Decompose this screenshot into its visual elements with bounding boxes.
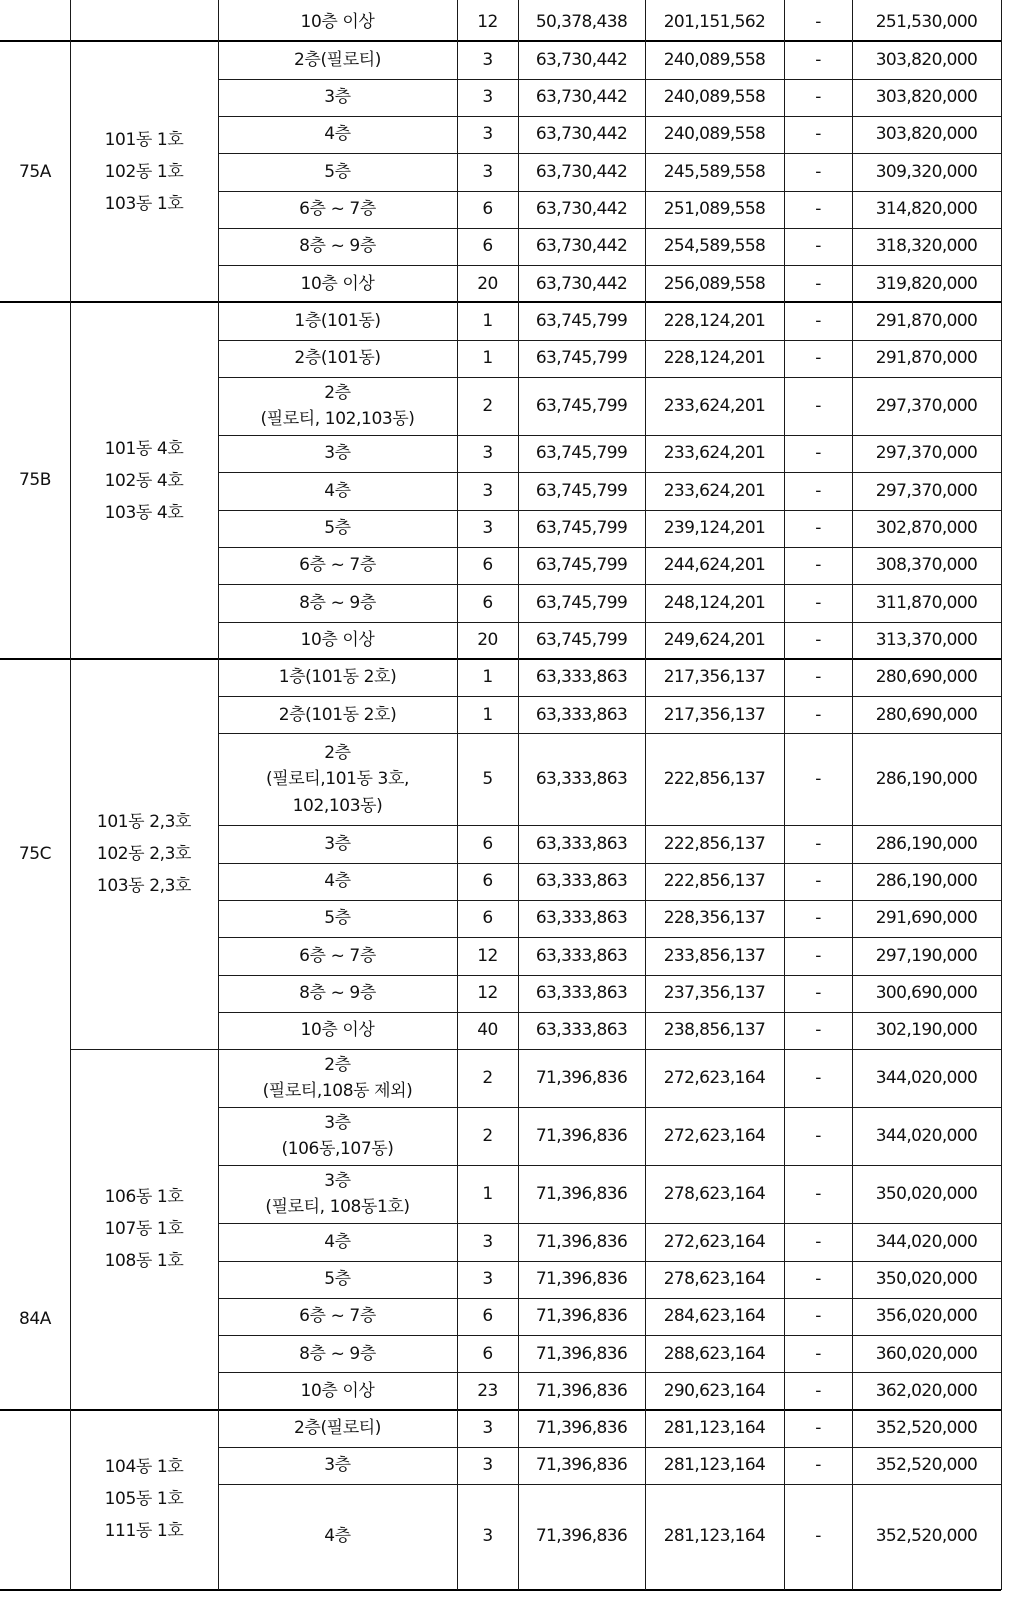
floor-cell: 10층 이상 [300,273,375,294]
total-price-cell: 297,190,000 [875,945,978,966]
building-price-cell: 238,856,137 [663,1020,766,1041]
total-price-cell: 313,370,000 [875,629,978,650]
floor-cell: 6층 ~ 7층 [299,945,376,966]
land-price-cell: 71,396,836 [535,1380,628,1401]
vat-cell: - [815,908,821,929]
total-price-cell: 291,870,000 [875,310,978,331]
building-units-cell [70,4,218,41]
building-unit-label: 103동 2,3호 [96,875,192,896]
total-price-cell: 291,690,000 [875,908,978,929]
total-price-cell: 297,370,000 [875,395,978,416]
floor-cell: 5층 [324,1268,351,1289]
column-divider [218,0,219,1590]
count-cell: 3 [482,49,493,70]
building-price-cell: 284,623,164 [663,1306,766,1327]
building-price-cell: 244,624,201 [663,555,766,576]
vat-cell: - [815,833,821,854]
vat-cell: - [815,443,821,464]
land-price-cell: 71,396,836 [535,1306,628,1327]
land-price-cell: 71,396,836 [535,1268,628,1289]
count-cell: 3 [482,1268,493,1289]
land-price-cell: 63,745,799 [535,443,628,464]
floor-cell: 3층 [324,833,351,854]
count-cell: 6 [482,908,493,929]
building-price-cell: 272,623,164 [663,1126,766,1147]
total-price-cell: 303,820,000 [875,87,978,108]
building-price-cell: 278,623,164 [663,1184,766,1205]
building-price-cell: 222,856,137 [663,769,766,790]
total-price-cell: 360,020,000 [875,1343,978,1364]
land-price-cell: 71,396,836 [535,1343,628,1364]
building-unit-label: 103동 1호 [104,193,184,214]
vat-cell: - [815,555,821,576]
total-price-cell: 297,370,000 [875,480,978,501]
floor-cell: 2층(101동) [294,348,381,369]
floor-cell: 10층 이상 [300,629,375,650]
row-divider [0,1589,1001,1591]
total-price-cell: 291,870,000 [875,348,978,369]
total-price-cell: 309,320,000 [875,161,978,182]
total-price-cell: 311,870,000 [875,592,978,613]
building-unit-label: 105동 1호 [104,1489,184,1510]
floor-cell: 5층 [324,908,351,929]
total-price-cell: 362,020,000 [875,1380,978,1401]
floor-cell: 1층(101동) [294,310,381,331]
floor-cell: 2층 (필로티, 102,103동) [260,382,415,429]
floor-cell: 3층 [324,87,351,108]
building-unit-label: 106동 1호 [104,1187,184,1208]
building-price-cell: 281,123,164 [663,1455,766,1476]
total-price-cell: 251,530,000 [875,12,978,33]
total-price-cell: 344,020,000 [875,1231,978,1252]
land-price-cell: 63,333,863 [535,833,628,854]
total-price-cell: 297,370,000 [875,443,978,464]
building-price-cell: 281,123,164 [663,1418,766,1439]
building-unit-label: 101동 1호 [104,129,184,150]
count-cell: 6 [482,198,493,219]
building-price-cell: 228,356,137 [663,908,766,929]
floor-cell: 6층 ~ 7층 [299,1306,376,1327]
vat-cell: - [815,1126,821,1147]
land-price-cell: 63,745,799 [535,310,628,331]
building-units-cell [70,302,218,658]
vat-cell: - [815,1526,821,1547]
count-cell: 3 [482,1418,493,1439]
floor-cell: 8층 ~ 9층 [299,592,376,613]
count-cell: 1 [482,667,493,688]
total-price-cell: 286,190,000 [875,871,978,892]
floor-cell: 10층 이상 [300,1380,375,1401]
total-price-cell: 280,690,000 [875,704,978,725]
building-price-cell: 272,623,164 [663,1068,766,1089]
floor-cell: 4층 [324,124,351,145]
floor-cell: 10층 이상 [300,12,375,33]
vat-cell: - [815,704,821,725]
floor-cell: 8층 ~ 9층 [299,1343,376,1364]
vat-cell: - [815,236,821,257]
floor-cell: 4층 [324,1231,351,1252]
floor-cell: 3층 [324,1455,351,1476]
building-price-cell: 249,624,201 [663,629,766,650]
total-price-cell: 286,190,000 [875,769,978,790]
vat-cell: - [815,1418,821,1439]
building-units-cell [70,1049,218,1410]
total-price-cell: 318,320,000 [875,236,978,257]
count-cell: 2 [482,1126,493,1147]
count-cell: 3 [482,480,493,501]
land-price-cell: 71,396,836 [535,1526,628,1547]
floor-cell: 4층 [324,480,351,501]
count-cell: 12 [477,983,498,1004]
floor-cell: 8층 ~ 9층 [299,236,376,257]
building-price-cell: 272,623,164 [663,1231,766,1252]
building-price-cell: 233,856,137 [663,945,766,966]
total-price-cell: 302,190,000 [875,1020,978,1041]
column-divider [645,0,646,1590]
floor-cell: 2층 (필로티,101동 3호, 102,103동) [265,742,410,816]
building-price-cell: 278,623,164 [663,1268,766,1289]
total-price-cell: 350,020,000 [875,1184,978,1205]
vat-cell: - [815,310,821,331]
total-price-cell: 344,020,000 [875,1126,978,1147]
building-price-cell: 254,589,558 [663,236,766,257]
building-price-cell: 281,123,164 [663,1526,766,1547]
count-cell: 1 [482,310,493,331]
vat-cell: - [815,1020,821,1041]
building-price-cell: 233,624,201 [663,480,766,501]
total-price-cell: 286,190,000 [875,833,978,854]
floor-cell: 3층 [324,443,351,464]
vat-cell: - [815,667,821,688]
vat-cell: - [815,1380,821,1401]
count-cell: 2 [482,1068,493,1089]
building-price-cell: 233,624,201 [663,395,766,416]
land-price-cell: 71,396,836 [535,1184,628,1205]
vat-cell: - [815,1231,821,1252]
floor-cell: 5층 [324,161,351,182]
total-price-cell: 352,520,000 [875,1455,978,1476]
count-cell: 1 [482,1184,493,1205]
total-price-cell: 308,370,000 [875,555,978,576]
total-price-cell: 356,020,000 [875,1306,978,1327]
land-price-cell: 71,396,836 [535,1231,628,1252]
land-price-cell: 63,730,442 [535,49,628,70]
land-price-cell: 63,333,863 [535,667,628,688]
vat-cell: - [815,12,821,33]
building-unit-label: 104동 1호 [104,1457,184,1478]
building-price-cell: 217,356,137 [663,704,766,725]
land-price-cell: 63,745,799 [535,348,628,369]
count-cell: 2 [482,395,493,416]
total-price-cell: 344,020,000 [875,1068,978,1089]
building-unit-label: 102동 1호 [104,161,184,182]
land-price-cell: 63,333,863 [535,769,628,790]
building-price-cell: 245,589,558 [663,161,766,182]
total-price-cell: 302,870,000 [875,518,978,539]
count-cell: 6 [482,1306,493,1327]
land-price-cell: 63,730,442 [535,87,628,108]
floor-cell: 2층(101동 2호) [278,704,397,725]
building-units-cell [70,41,218,302]
building-unit-label: 108동 1호 [104,1251,184,1272]
land-price-cell: 63,333,863 [535,871,628,892]
total-price-cell: 280,690,000 [875,667,978,688]
floor-cell: 8층 ~ 9층 [299,983,376,1004]
land-price-cell: 71,396,836 [535,1126,628,1147]
land-price-cell: 63,333,863 [535,1020,628,1041]
building-price-cell: 240,089,558 [663,87,766,108]
vat-cell: - [815,87,821,108]
total-price-cell: 352,520,000 [875,1526,978,1547]
building-price-cell: 240,089,558 [663,49,766,70]
building-price-cell: 201,151,562 [663,12,766,33]
count-cell: 3 [482,518,493,539]
unit-type-cell: 75B [18,470,52,491]
floor-cell: 6층 ~ 7층 [299,555,376,576]
count-cell: 3 [482,87,493,108]
vat-cell: - [815,871,821,892]
building-price-cell: 251,089,558 [663,198,766,219]
floor-cell: 4층 [324,871,351,892]
building-price-cell: 248,124,201 [663,592,766,613]
land-price-cell: 63,730,442 [535,236,628,257]
count-cell: 3 [482,161,493,182]
land-price-cell: 63,730,442 [535,161,628,182]
building-price-cell: 233,624,201 [663,443,766,464]
vat-cell: - [815,49,821,70]
land-price-cell: 63,333,863 [535,704,628,725]
vat-cell: - [815,769,821,790]
building-price-cell: 228,124,201 [663,348,766,369]
total-price-cell: 303,820,000 [875,124,978,145]
land-price-cell: 63,745,799 [535,518,628,539]
building-unit-label: 107동 1호 [104,1219,184,1240]
vat-cell: - [815,1455,821,1476]
vat-cell: - [815,518,821,539]
column-divider [70,0,71,1590]
land-price-cell: 63,333,863 [535,945,628,966]
building-units-cell [70,659,218,1049]
unit-type-cell: 75A [18,161,52,182]
total-price-cell: 300,690,000 [875,983,978,1004]
unit-type-cell: 84A [18,1308,52,1329]
count-cell: 40 [477,1020,498,1041]
land-price-cell: 71,396,836 [535,1068,628,1089]
building-unit-label: 102동 2,3호 [96,843,192,864]
unit-type-cell [0,4,70,41]
total-price-cell: 350,020,000 [875,1268,978,1289]
column-divider [784,0,785,1590]
vat-cell: - [815,1268,821,1289]
count-cell: 3 [482,124,493,145]
land-price-cell: 63,730,442 [535,124,628,145]
floor-cell: 4층 [324,1526,351,1547]
land-price-cell: 63,730,442 [535,273,628,294]
building-price-cell: 240,089,558 [663,124,766,145]
count-cell: 20 [477,629,498,650]
floor-cell: 3층 (106동,107동) [281,1112,394,1160]
building-unit-label: 111동 1호 [104,1521,184,1542]
column-divider [852,0,853,1590]
land-price-cell: 63,745,799 [535,592,628,613]
unit-type-cell: 75C [18,843,52,864]
land-price-cell: 63,745,799 [535,395,628,416]
building-unit-label: 102동 4호 [104,470,184,491]
vat-cell: - [815,395,821,416]
vat-cell: - [815,1343,821,1364]
count-cell: 3 [482,1455,493,1476]
total-price-cell: 319,820,000 [875,273,978,294]
count-cell: 23 [477,1380,498,1401]
count-cell: 12 [477,945,498,966]
floor-cell: 5층 [324,518,351,539]
building-unit-label: 103동 4호 [104,502,184,523]
land-price-cell: 63,333,863 [535,908,628,929]
column-divider [457,0,458,1590]
count-cell: 3 [482,1231,493,1252]
building-price-cell: 237,356,137 [663,983,766,1004]
land-price-cell: 63,730,442 [535,198,628,219]
vat-cell: - [815,480,821,501]
building-price-cell: 222,856,137 [663,833,766,854]
vat-cell: - [815,198,821,219]
vat-cell: - [815,1306,821,1327]
building-price-cell: 256,089,558 [663,273,766,294]
count-cell: 1 [482,704,493,725]
land-price-cell: 71,396,836 [535,1455,628,1476]
column-divider [518,0,519,1590]
vat-cell: - [815,161,821,182]
vat-cell: - [815,1068,821,1089]
vat-cell: - [815,592,821,613]
count-cell: 6 [482,871,493,892]
land-price-cell: 63,745,799 [535,629,628,650]
count-cell: 6 [482,1343,493,1364]
land-price-cell: 63,745,799 [535,555,628,576]
vat-cell: - [815,629,821,650]
vat-cell: - [815,348,821,369]
count-cell: 1 [482,348,493,369]
land-price-cell: 63,333,863 [535,983,628,1004]
floor-cell: 1층(101동 2호) [278,667,397,688]
building-units-cell [70,1410,218,1589]
vat-cell: - [815,1184,821,1205]
building-price-cell: 222,856,137 [663,871,766,892]
floor-cell: 3층 (필로티, 108동1호) [265,1170,410,1218]
building-unit-label: 101동 2,3호 [96,811,192,832]
count-cell: 5 [482,769,493,790]
building-price-cell: 228,124,201 [663,310,766,331]
count-cell: 12 [477,12,498,33]
floor-cell: 2층 (필로티,108동 제외) [262,1054,413,1102]
land-price-cell: 63,745,799 [535,480,628,501]
count-cell: 6 [482,236,493,257]
building-price-cell: 290,623,164 [663,1380,766,1401]
building-unit-label: 101동 4호 [104,438,184,459]
floor-cell: 2층(필로티) [294,1418,381,1439]
land-price-cell: 71,396,836 [535,1418,628,1439]
vat-cell: - [815,273,821,294]
count-cell: 3 [482,443,493,464]
count-cell: 6 [482,833,493,854]
column-divider [1001,0,1002,1590]
count-cell: 6 [482,592,493,613]
total-price-cell: 352,520,000 [875,1418,978,1439]
floor-cell: 2층(필로티) [294,49,381,70]
building-price-cell: 288,623,164 [663,1343,766,1364]
building-price-cell: 217,356,137 [663,667,766,688]
count-cell: 20 [477,273,498,294]
floor-cell: 10층 이상 [300,1020,375,1041]
total-price-cell: 303,820,000 [875,49,978,70]
land-price-cell: 50,378,438 [535,12,628,33]
vat-cell: - [815,945,821,966]
count-cell: 3 [482,1526,493,1547]
vat-cell: - [815,983,821,1004]
floor-cell: 6층 ~ 7층 [299,198,376,219]
building-price-cell: 239,124,201 [663,518,766,539]
count-cell: 6 [482,555,493,576]
total-price-cell: 314,820,000 [875,198,978,219]
vat-cell: - [815,124,821,145]
